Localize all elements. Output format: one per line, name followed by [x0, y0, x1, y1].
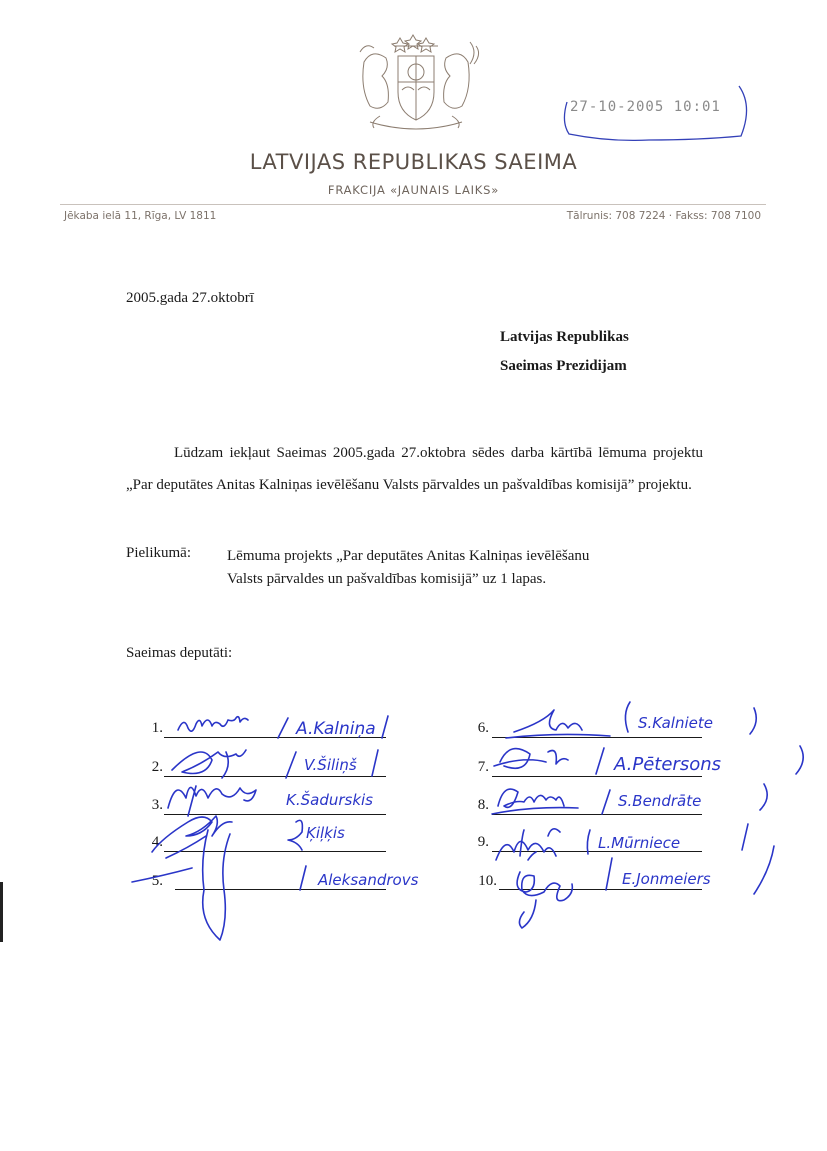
- svg-text:Aleksandrovs: Aleksandrovs: [318, 871, 419, 889]
- scan-edge-mark: [0, 882, 3, 942]
- sig-number: 6.: [477, 720, 489, 736]
- svg-text:V.Šiliņš: V.Šiliņš: [304, 756, 357, 774]
- org-title: LATVIJAS REPUBLIKAS SAEIMA: [249, 150, 578, 174]
- attachment-line-1: Lēmuma projekts „Par deputātes Anitas Kalniņas ievēlēšanu: [227, 548, 590, 564]
- sig-number: 9.: [477, 834, 489, 850]
- phone-fax: Tālrunis: 708 7224 · Fakss: 708 7100: [566, 210, 761, 222]
- stamp-date-text: 27-10-2005 10:01: [570, 99, 721, 115]
- sig-number: 4.: [151, 834, 163, 850]
- svg-text:Ķiļķis: Ķiļķis: [306, 824, 345, 842]
- letter-body-paragraph: Lūdzam iekļaut Saeimas 2005.gada 27.oktobra sēdes darba kārtībā lēmuma projektu „Par deputātes Anitas Kalniņas ievēlēšanu Valsts pārvaldes un pašvaldības komisijā” projektu.: [126, 445, 703, 493]
- svg-text:A.Pētersons: A.Pētersons: [614, 754, 722, 775]
- sig-number: 5.: [151, 873, 163, 889]
- org-subtitle: FRAKCIJA «JAUNAIS LAIKS»: [327, 183, 500, 197]
- sig-number: 10.: [478, 873, 497, 889]
- svg-text:L.Mūrniece: L.Mūrniece: [598, 834, 681, 852]
- signatories-heading: Saeimas deputāti:: [126, 645, 233, 661]
- sig-number: 7.: [477, 759, 489, 775]
- recipient-line-1: Latvijas Republikas: [500, 329, 629, 345]
- address: Jēkaba ielā 11, Rīga, LV 1811: [64, 210, 217, 222]
- svg-text:S.Kalniete: S.Kalniete: [638, 714, 713, 732]
- attachment-label: Pielikumā:: [126, 545, 191, 561]
- sig-number: 8.: [477, 797, 489, 813]
- svg-text:S.Bendrāte: S.Bendrāte: [618, 792, 702, 810]
- attachment-line-2: Valsts pārvaldes un pašvaldības komisijā” uz 1 lapas.: [227, 571, 547, 587]
- sig-number: 2.: [151, 759, 163, 775]
- recipient-line-2: Saeimas Prezidijam: [500, 358, 627, 374]
- sig-number: 1.: [151, 720, 163, 736]
- svg-text:E.Jonmeiers: E.Jonmeiers: [622, 870, 711, 888]
- svg-text:A.Kalniņa: A.Kalniņa: [296, 719, 376, 739]
- letter-date: 2005.gada 27.oktobrī: [126, 290, 254, 306]
- svg-text:K.Šadurskis: K.Šadurskis: [286, 791, 373, 809]
- sig-number: 3.: [151, 797, 163, 813]
